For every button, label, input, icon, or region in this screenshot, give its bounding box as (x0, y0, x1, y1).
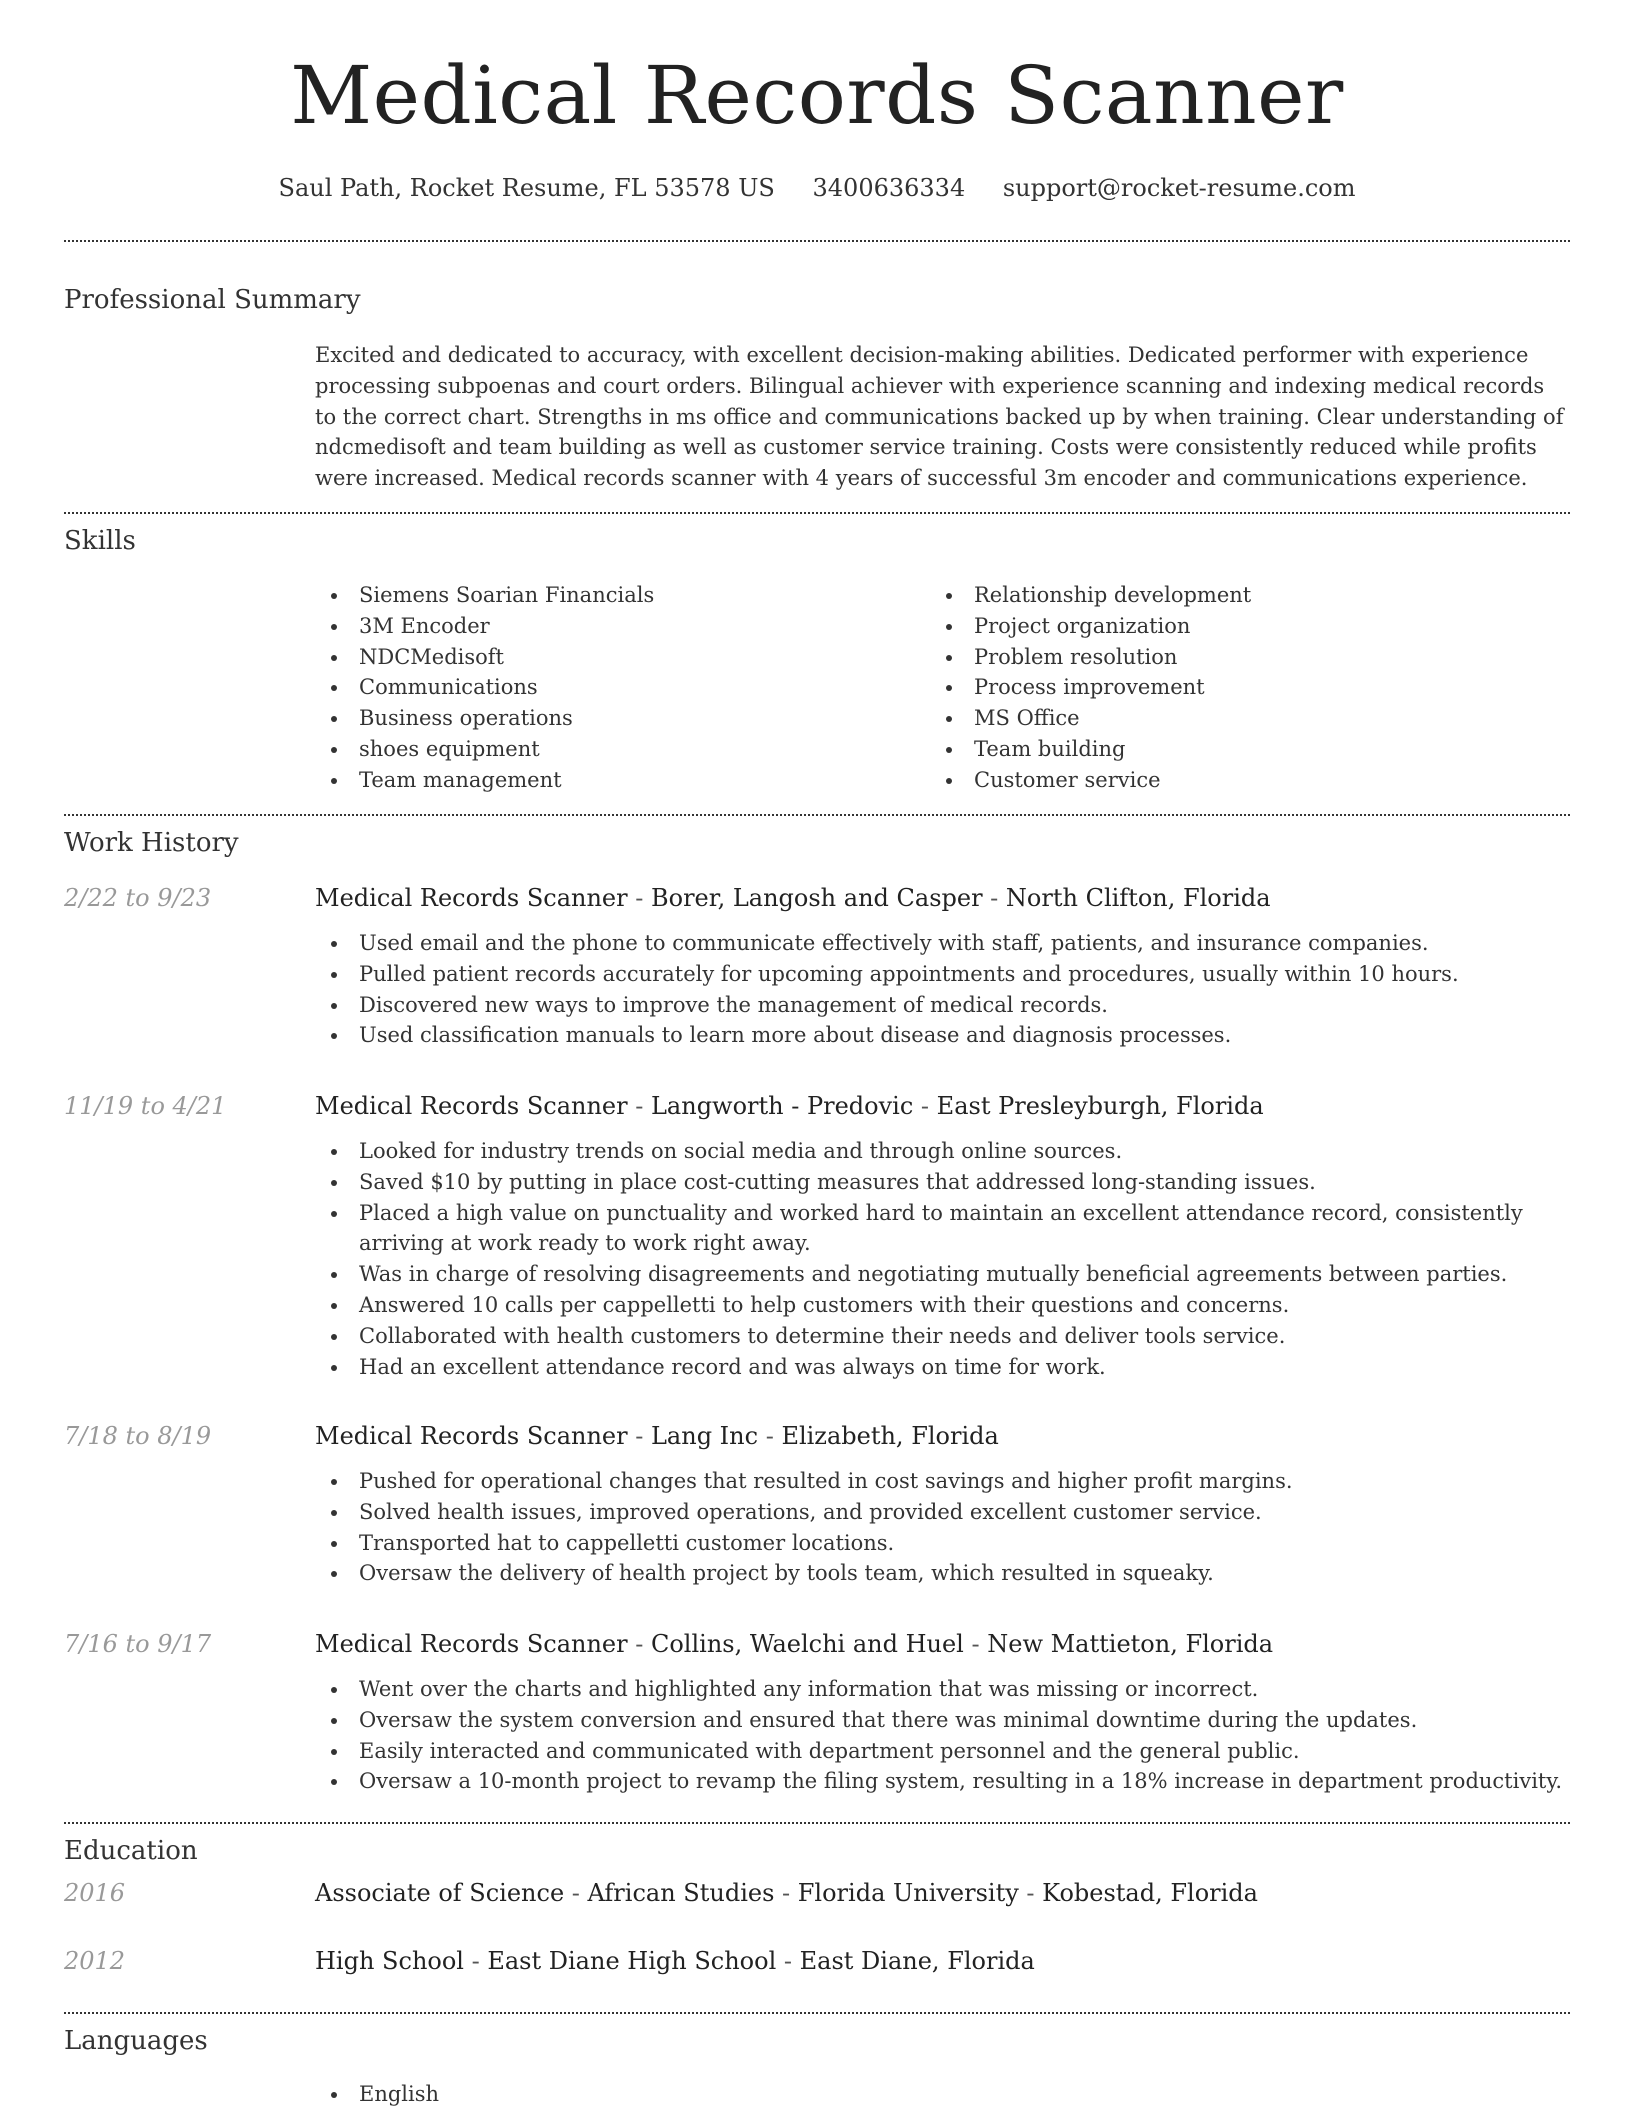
list-item: Project organization (930, 611, 1545, 642)
work-bullets (315, 1136, 1570, 1382)
separator: - (758, 1422, 782, 1450)
education-heading (315, 1945, 1035, 1977)
separator: - (963, 1630, 988, 1658)
list-item: Pushed for operational changes that resulted in cost savings and higher profit margins. (315, 1466, 1570, 1497)
separator: - (776, 1947, 800, 1975)
list-item: Oversaw the delivery of health project by tools team, which resulted in squeaky. (315, 1558, 1570, 1589)
separator: - (627, 1092, 651, 1120)
list-item: Process improvement (930, 672, 1545, 703)
section-title-skills: Skills (64, 526, 136, 556)
separator: - (774, 1879, 798, 1907)
list-item: Looked for industry trends on social media and through online sources. (315, 1136, 1570, 1167)
list-item: Collaborated with health customers to determine their needs and deliver tools service. (315, 1321, 1570, 1352)
list-item: Discovered new ways to improve the management of medical records. (315, 990, 1570, 1021)
work-date: 7/16 to 9/17 (64, 1630, 212, 1658)
list-item: shoes equipment (315, 734, 930, 765)
work-heading (315, 1420, 999, 1452)
work-heading (315, 1628, 1273, 1660)
list-item: Communications (315, 672, 930, 703)
list-item: English (315, 2079, 1570, 2110)
education-location: East Diane, Florida (799, 1947, 1035, 1975)
work-location: East Presleyburgh, Florida (936, 1092, 1264, 1120)
work-title: Medical Records Scanner (315, 1092, 628, 1120)
list-item: Placed a high value on punctuality and worked hard to maintain an excellent attendance record, consistently arriving at work ready to work right away. (315, 1198, 1570, 1260)
list-item: Used classification manuals to learn more about disease and diagnosis processes. (315, 1020, 1570, 1051)
divider (64, 814, 1570, 816)
separator: - (627, 884, 651, 912)
contact-address: Saul Path, Rocket Resume, FL 53578 US (278, 174, 775, 202)
work-title: Medical Records Scanner (315, 1630, 628, 1658)
education-date: 2012 (64, 1947, 126, 1975)
divider (64, 1822, 1570, 1824)
section-title-summary: Professional Summary (64, 285, 361, 315)
separator: - (564, 1879, 588, 1907)
list-item: Oversaw the system conversion and ensured that there was minimal downtime during the updates. (315, 1705, 1570, 1736)
contact-email: support@rocket-resume.com (1002, 174, 1356, 202)
education-degree: Associate of Science (315, 1879, 565, 1907)
work-location: Elizabeth, Florida (781, 1422, 999, 1450)
work-bullets (315, 928, 1570, 1051)
work-heading (315, 882, 1271, 914)
work-date: 11/19 to 4/21 (64, 1092, 227, 1120)
work-title: Medical Records Scanner (315, 1422, 628, 1450)
resume-page (64, 0, 1570, 2112)
list-item: Was in charge of resolving disagreements and negotiating mutually beneficial agreements between parties. (315, 1259, 1570, 1290)
work-bullets (315, 1466, 1570, 1589)
list-item: Siemens Soarian Financials (315, 580, 930, 611)
education-school: Florida University (797, 1879, 1019, 1907)
list-item: Easily interacted and communicated with department personnel and the general public. (315, 1736, 1570, 1767)
languages-list (315, 2079, 1570, 2110)
contact-line (64, 172, 1570, 204)
list-item: Business operations (315, 703, 930, 734)
separator: - (627, 1630, 651, 1658)
section-title-education: Education (64, 1836, 198, 1866)
education-school: East Diane High School (487, 1947, 777, 1975)
work-location: North Clifton, Florida (1005, 884, 1271, 912)
skills-column-right (930, 580, 1545, 796)
resume-name: Medical Records Scanner (290, 49, 1344, 142)
work-bullets (315, 1674, 1570, 1797)
divider (64, 240, 1570, 242)
list-item: NDCMedisoft (315, 642, 930, 673)
section-title-work: Work History (64, 828, 239, 858)
summary-text: Excited and dedicated to accuracy, with excellent decision-making abilities. Dedicated performer with experience processing subpoenas and court orders. Bilingual achiever with experience scanning and indexing medical records to the correct chart. Strengths in ms office and communications backed up by when training. Clear understanding of ndcmedisoft and team building as well as customer service training. Costs were consistently reduced while profits were increased. Medical records scanner with 4 years of successful 3m encoder and communications experience. (315, 343, 1564, 491)
list-item: Problem resolution (930, 642, 1545, 673)
separator: - (1018, 1879, 1043, 1907)
work-company: Langworth - Predovic (650, 1092, 914, 1120)
separator: - (627, 1422, 651, 1450)
work-company: Borer, Langosh and Casper (650, 884, 983, 912)
skills-column-left (315, 580, 930, 796)
skills-list (315, 580, 1570, 796)
work-heading (315, 1090, 1264, 1122)
work-company: Collins, Waelchi and Huel (650, 1630, 964, 1658)
work-date: 7/18 to 8/19 (64, 1422, 212, 1450)
education-heading (315, 1877, 1258, 1909)
list-item: Saved $10 by putting in place cost-cutting measures that addressed long-standing issues. (315, 1167, 1570, 1198)
list-item: MS Office (930, 703, 1545, 734)
list-item: Went over the charts and highlighted any information that was missing or incorrect. (315, 1674, 1570, 1705)
work-location: New Mattieton, Florida (987, 1630, 1274, 1658)
divider (64, 2012, 1570, 2014)
education-date: 2016 (64, 1879, 126, 1907)
list-item: Team management (315, 765, 930, 796)
education-field: African Studies (587, 1879, 775, 1907)
list-item: Team building (930, 734, 1545, 765)
list-item: 3M Encoder (315, 611, 930, 642)
list-item: Pulled patient records accurately for upcoming appointments and procedures, usually within 10 hours. (315, 959, 1570, 990)
list-item: Oversaw a 10-month project to revamp the filing system, resulting in a 18% increase in department productivity. (315, 1766, 1570, 1797)
list-item: Relationship development (930, 580, 1545, 611)
list-item: Transported hat to cappelletti customer locations. (315, 1528, 1570, 1559)
list-item: Customer service (930, 765, 1545, 796)
list-item: Solved health issues, improved operations, and provided excellent customer service. (315, 1497, 1570, 1528)
list-item: Answered 10 calls per cappelletti to help customers with their questions and concerns. (315, 1290, 1570, 1321)
work-date: 2/22 to 9/23 (64, 884, 212, 912)
list-item: Had an excellent attendance record and was always on time for work. (315, 1352, 1570, 1383)
separator: - (982, 884, 1006, 912)
divider (64, 512, 1570, 514)
work-company: Lang Inc (650, 1422, 759, 1450)
list-item: Used email and the phone to communicate effectively with staff, patients, and insurance companies. (315, 928, 1570, 959)
separator: - (463, 1947, 488, 1975)
education-location: Kobestad, Florida (1042, 1879, 1258, 1907)
contact-phone: 3400636334 (812, 174, 966, 202)
section-title-languages: Languages (64, 2026, 208, 2056)
education-degree: High School (315, 1947, 464, 1975)
separator: - (913, 1092, 937, 1120)
work-title: Medical Records Scanner (315, 884, 628, 912)
